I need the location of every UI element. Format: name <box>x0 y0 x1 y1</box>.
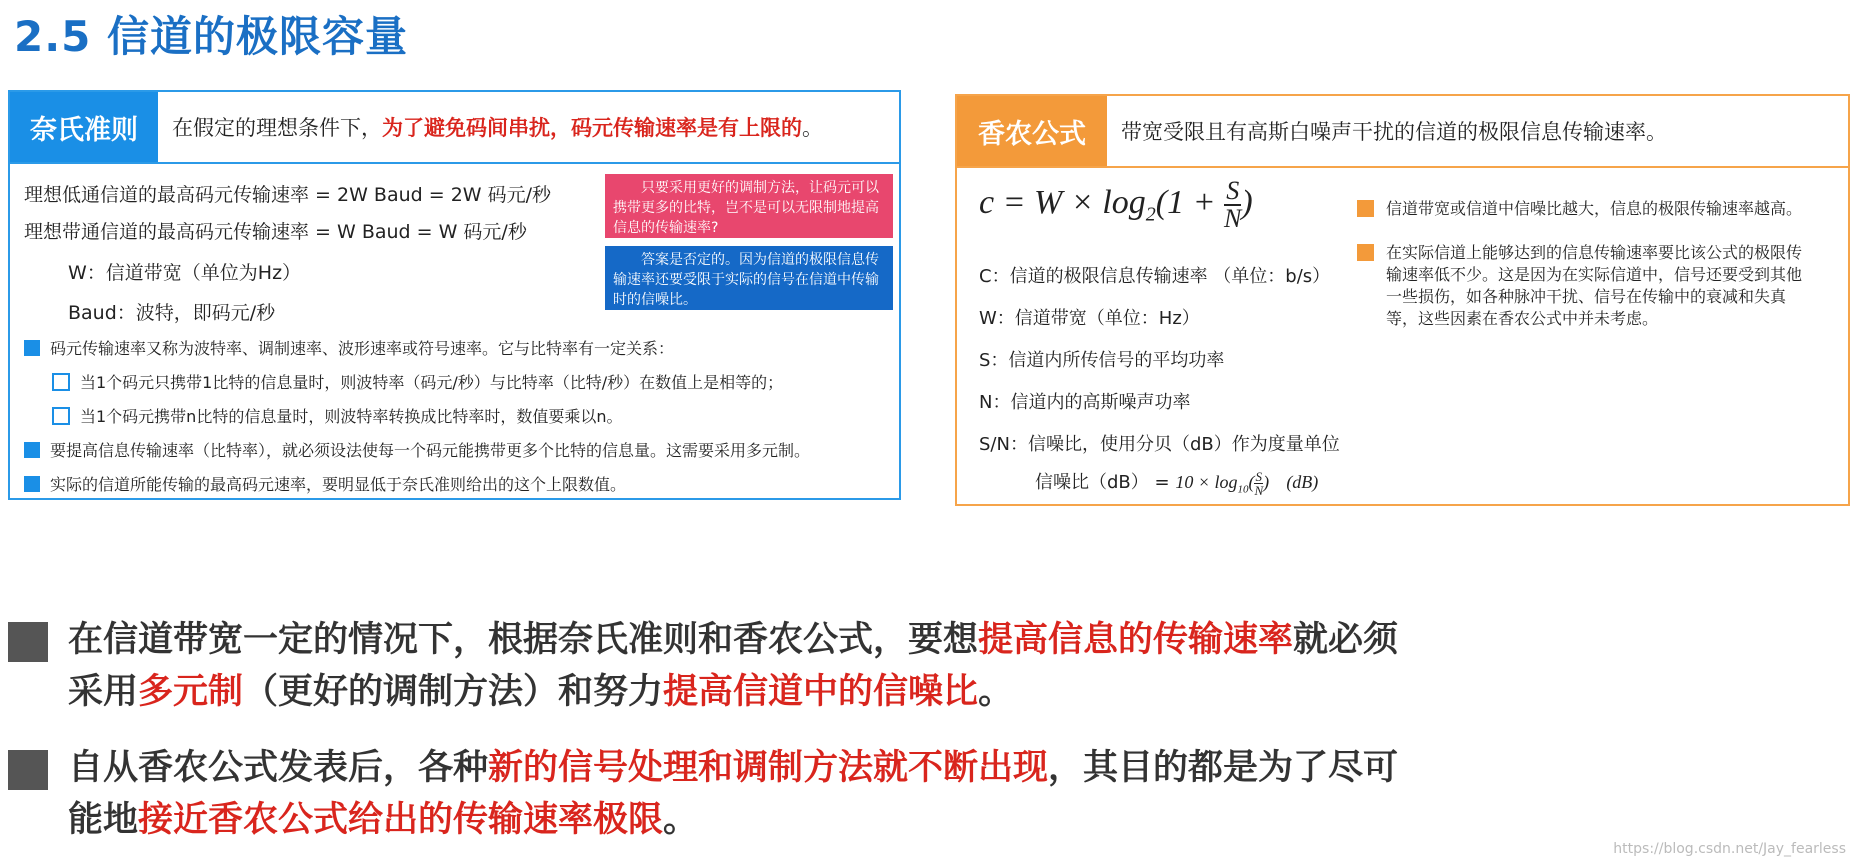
question-note: 只要采用更好的调制方法，让码元可以携带更多的比特，岂不是可以无限制地提高信息的传输速率? <box>605 174 893 238</box>
nyquist-subtitle: 在假定的理想条件下，为了避免码间串扰，码元传输速率是有上限的。 <box>172 116 823 140</box>
nyquist-bullet-limit: 实际的信道所能传输的最高码元速率，要明显低于奈氏准则给出的这个上限数值。 <box>24 472 626 495</box>
snr-db-formula: 信噪比$(dB) = 10 \times \log_{10}$( $\frac{S}{N}$) (dB) <box>1035 468 1319 498</box>
shannon-bullet-higher: 信道带宽或信道中信噪比越大，信息的极限传输速率越高。 <box>1357 198 1817 220</box>
nyquist-subbullet-1bit: 当1个码元只携带1比特的信息量时，则波特率（码元/秒）与比特率（比特/秒）在数值上是相等的； <box>52 370 783 393</box>
bullet-square-icon <box>24 340 40 356</box>
statement-bullet-icon <box>8 750 48 790</box>
shannon-subtitle: 带宽受限且有高斯白噪声干扰的信道的极限信息传输速率。 <box>1121 120 1667 144</box>
statement-1: 在信道带宽一定的情况下，根据奈氏准则和香农公式，要想提高信息的传输速率就必须采用多元制（更好的调制方法）和努力提高信道中的信噪比。 <box>68 620 1399 712</box>
bullet-square-icon <box>24 442 40 458</box>
watermark: https://blog.csdn.net/Jay_fearless <box>1613 841 1846 857</box>
nyquist-tag: 奈氏准则 <box>10 92 158 162</box>
snr-definition: S/N：信噪比，使用分贝（dB）作为度量单位 <box>979 434 1340 455</box>
nyquist-bullet-multilevel: 要提高信息传输速率（比特率），就必须设法使每一个码元能携带更多个比特的信息量。这需要采用多元制。 <box>24 438 810 461</box>
statement-2: 自从香农公式发表后，各种新的信号处理和调制方法就不断出现，其目的都是为了尽可能地接近香农公式给出的传输速率极限。 <box>68 748 1399 840</box>
page-title: 2.5 信道的极限容量 <box>14 12 409 61</box>
shannon-panel <box>955 94 1850 506</box>
nyquist-panel <box>8 90 901 500</box>
baud-definition: Baud：波特，即码元/秒 <box>68 302 276 324</box>
bandwidth-definition: W：信道带宽（单位：Hz） <box>979 308 1200 329</box>
signal-power-definition: S：信道内所传信号的平均功率 <box>979 350 1225 371</box>
bandwidth-definition: W：信道带宽（单位为Hz） <box>68 262 302 284</box>
bullet-square-icon <box>1357 244 1374 261</box>
nyquist-bullet-baud-rate: 码元传输速率又称为波特率、调制速率、波形速率或符号速率。它与比特率有一定关系： <box>24 336 674 359</box>
hollow-square-icon <box>52 407 70 425</box>
lowpass-rate: 理想低通信道的最高码元传输速率 = 2W Baud = 2W 码元/秒 <box>24 184 552 206</box>
shannon-bullet-practical: 在实际信道上能够达到的信息传输速率要比该公式的极限传输速率低不少。这是因为在实际信道中，信号还要受到其他一些损伤，如各种脉冲干扰、信号在传输中的衰减和失真等，这些因素在香农公式中并未考虑。 <box>1357 242 1817 330</box>
hollow-square-icon <box>52 373 70 391</box>
capacity-definition: C：信道的极限信息传输速率 （单位：b/s） <box>979 266 1331 287</box>
answer-note: 答案是否定的。因为信道的极限信息传输速率还要受限于实际的信号在信道中传输时的信噪比。 <box>605 246 893 310</box>
bandpass-rate: 理想带通信道的最高码元传输速率 = W Baud = W 码元/秒 <box>24 221 527 243</box>
nyquist-subbullet-nbit: 当1个码元携带n比特的信息量时，则波特率转换成比特率时，数值要乘以n。 <box>52 404 622 427</box>
shannon-formula: $c = W \times \log_2(1$ + $\frac{S}{N}$ ) <box>979 176 1253 233</box>
bullet-square-icon <box>1357 200 1374 217</box>
shannon-tag: 香农公式 <box>957 96 1107 166</box>
noise-power-definition: N：信道内的高斯噪声功率 <box>979 392 1191 413</box>
snr-fraction: $\frac{S}{N}$ <box>1224 176 1242 233</box>
statement-bullet-icon <box>8 622 48 662</box>
bullet-square-icon <box>24 476 40 492</box>
